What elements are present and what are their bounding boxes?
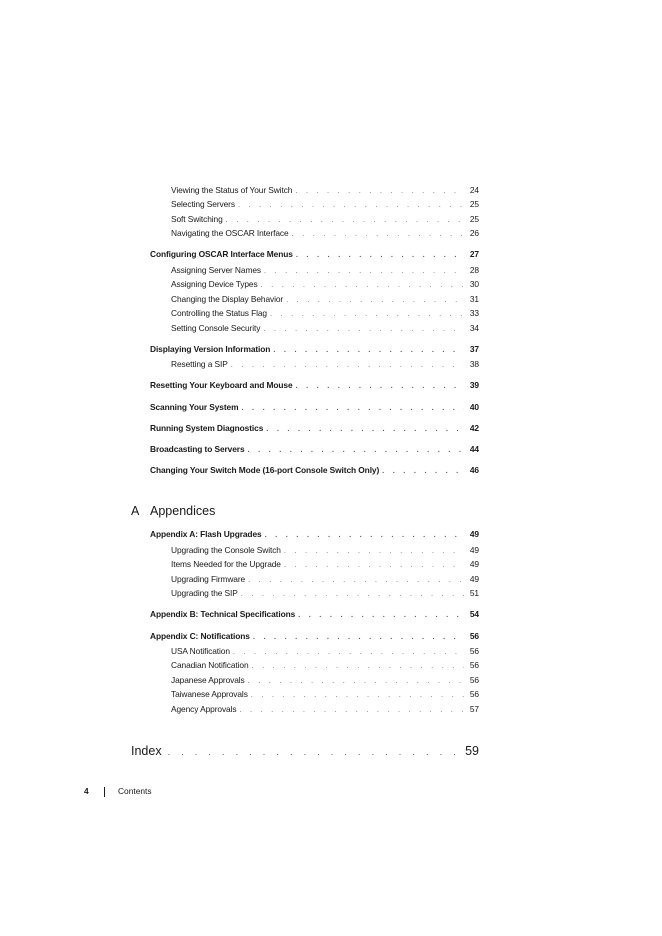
toc-entry-title: Displaying Version Information [150,344,271,354]
dot-leader [239,704,463,715]
toc-entry-page: 42 [469,423,479,433]
toc-subsection-entry[interactable] [171,675,479,686]
toc-subsection-entry[interactable] [171,689,479,700]
toc-entry-page: 28 [469,265,479,275]
toc-entry-title: Broadcasting to Servers [150,444,245,454]
dot-leader [296,380,464,391]
dot-leader [286,294,464,305]
toc-subsection-entry[interactable] [171,279,479,290]
dot-leader [264,265,464,276]
toc-entry-page: 25 [469,199,479,209]
toc-section-entry[interactable] [150,380,479,391]
toc-subsection-entry[interactable] [171,199,479,210]
footer-separator [104,787,105,797]
dot-leader [168,744,460,760]
toc-section-entry[interactable] [150,529,479,540]
toc-section-entry[interactable] [150,631,479,642]
dot-leader [233,646,464,657]
dot-leader [248,444,464,455]
toc-subsection-entry[interactable] [171,660,479,671]
toc-entry-title: Upgrading Firmware [171,574,246,584]
dot-leader [248,574,464,585]
toc-entry-title: Assigning Device Types [171,279,258,289]
toc-entry-page: 38 [469,359,479,369]
toc-entry-title: Resetting a SIP [171,359,228,369]
dot-leader [238,199,464,210]
toc-entry-page: 59 [465,744,479,758]
dot-leader [284,559,464,570]
chapter-heading [131,503,215,519]
toc-subsection-entry[interactable] [171,294,479,305]
toc-entry-page: 26 [469,228,479,238]
toc-entry-title: Resetting Your Keyboard and Mouse [150,380,293,390]
toc-entry-page: 31 [469,294,479,304]
dot-leader [226,214,464,225]
toc-entry-title: Assigning Server Names [171,265,261,275]
toc-entry-page: 56 [469,675,479,685]
toc-subsection-entry[interactable] [171,228,479,239]
page-footer [0,786,662,798]
toc-entry-page: 49 [469,545,479,555]
toc-section-entry[interactable] [150,465,479,476]
toc-entry-page: 34 [469,323,479,333]
toc-entry-title: Navigating the OSCAR Interface [171,228,289,238]
toc-section-entry[interactable] [150,423,479,434]
dot-leader [252,660,464,671]
toc-entry-title: Setting Console Security [171,323,261,333]
toc-subsection-entry[interactable] [171,323,479,334]
toc-entry-title: Agency Approvals [171,704,237,714]
toc-entry-page: 46 [469,465,479,475]
toc-entry-title: Upgrading the Console Switch [171,545,281,555]
toc-section-entry[interactable] [150,609,479,620]
toc-entry-title: USA Notification [171,646,230,656]
toc-entry-title: Selecting Servers [171,199,235,209]
toc-entry-page: 37 [469,344,479,354]
toc-entry-title: Controlling the Status Flag [171,308,267,318]
toc-entry-page: 51 [469,588,479,598]
toc-entry-title: Japanese Approvals [171,675,245,685]
dot-leader [231,359,464,370]
dot-leader [295,185,464,196]
toc-entry-page: 39 [469,380,479,390]
toc-entry-page: 56 [469,660,479,670]
toc-entry-page: 49 [469,529,479,539]
dot-leader [253,631,464,642]
toc-entry-page: 57 [469,704,479,714]
toc-subsection-entry[interactable] [171,704,479,715]
dot-leader [270,308,464,319]
toc-entry-page: 30 [469,279,479,289]
toc-entry-page: 27 [469,249,479,259]
dot-leader [292,228,464,239]
toc-entry-page: 33 [469,308,479,318]
toc-section-entry[interactable] [150,402,479,413]
toc-entry-title: Upgrading the SIP [171,588,238,598]
toc-subsection-entry[interactable] [171,545,479,556]
chapter-title: Appendices [150,504,216,518]
toc-subsection-entry[interactable] [171,359,479,370]
toc-entry-title: Appendix B: Technical Specifications [150,609,296,619]
toc-section-entry[interactable] [150,249,479,260]
toc-entry-page: 44 [469,444,479,454]
toc-entry-title: Appendix A: Flash Upgrades [150,529,262,539]
dot-leader [241,402,463,413]
chapter-letter: A [131,504,140,518]
dot-leader [382,465,464,476]
toc-entry-page: 56 [469,689,479,699]
toc-subsection-entry[interactable] [171,185,479,196]
dot-leader [261,279,464,290]
toc-entry-title: Items Needed for the Upgrade [171,559,281,569]
toc-subsection-entry[interactable] [171,588,479,599]
footer-section-title: Contents [118,786,152,796]
dot-leader [265,529,464,540]
toc-entry-title: Canadian Notification [171,660,249,670]
toc-entry-title: Scanning Your System [150,402,239,412]
toc-entry-page: 54 [469,609,479,619]
toc-subsection-entry[interactable] [171,214,479,225]
footer-page-number: 4 [84,786,89,796]
toc-entry-page: 49 [469,559,479,569]
toc-entry-title: Viewing the Status of Your Switch [171,185,293,195]
toc-entry-title: Changing the Display Behavior [171,294,284,304]
dot-leader [266,423,464,434]
dot-leader [241,588,464,599]
toc-entry-page: 56 [469,646,479,656]
dot-leader [296,249,464,260]
dot-leader [251,689,464,700]
dot-leader [248,675,464,686]
toc-subsection-entry[interactable] [171,574,479,585]
dot-leader [298,609,464,620]
toc-index-entry[interactable] [131,743,479,760]
toc-entry-page: 24 [469,185,479,195]
dot-leader [263,323,464,334]
toc-subsection-entry[interactable] [171,265,479,276]
toc-subsection-entry[interactable] [171,646,479,657]
toc-section-entry[interactable] [150,344,479,355]
toc-entry-title: Appendix C: Notifications [150,631,250,641]
toc-entry-title: Soft Switching [171,214,223,224]
dot-leader [284,545,464,556]
toc-entry-page: 49 [469,574,479,584]
toc-entry-page: 56 [469,631,479,641]
toc-entry-title: Configuring OSCAR Interface Menus [150,249,293,259]
toc-entry-title: Running System Diagnostics [150,423,264,433]
toc-entry-title: Index [131,744,162,758]
toc-entry-title: Changing Your Switch Mode (16-port Console Switch Only) [150,465,380,475]
toc-subsection-entry[interactable] [171,559,479,570]
dot-leader [273,344,464,355]
toc-subsection-entry[interactable] [171,308,479,319]
toc-entry-title: Taiwanese Approvals [171,689,248,699]
toc-entry-page: 25 [469,214,479,224]
toc-entry-page: 40 [469,402,479,412]
toc-section-entry[interactable] [150,444,479,455]
